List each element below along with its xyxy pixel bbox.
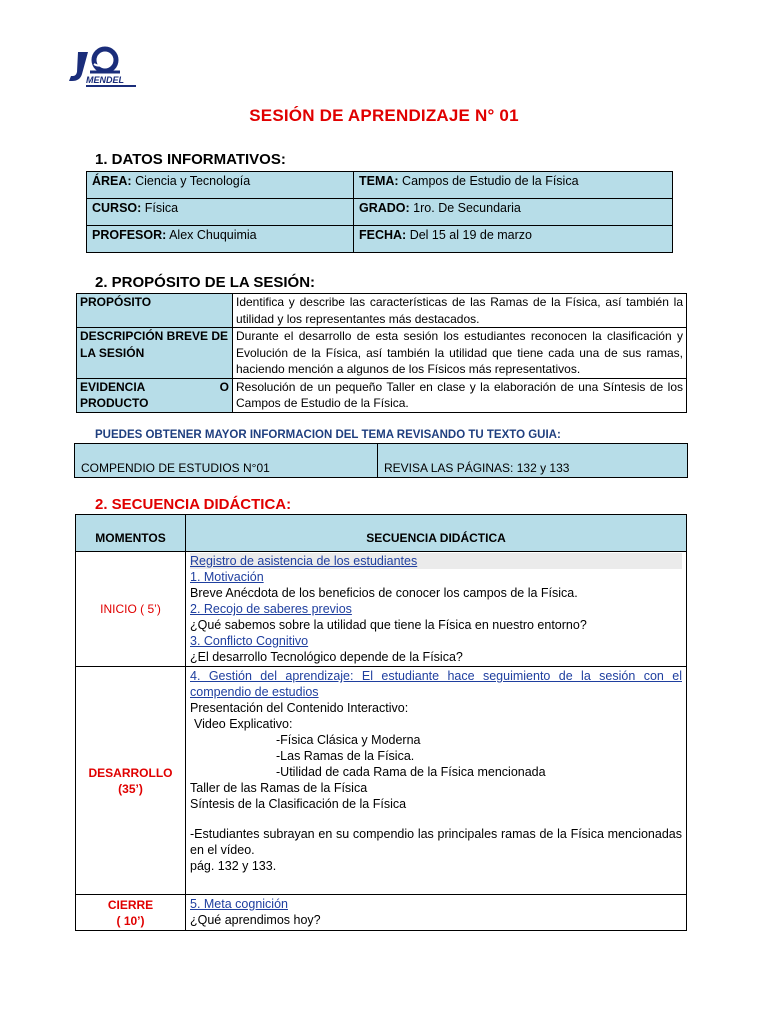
curso-cell: CURSO: Física — [87, 199, 354, 226]
table-row — [76, 895, 687, 931]
area-cell: ÁREA: Ciencia y Tecnología — [87, 172, 354, 199]
fecha-cell: FECHA: Del 15 al 19 de marzo — [354, 226, 673, 253]
registro-link[interactable]: Registro de asistencia de los estudiantes — [190, 553, 682, 569]
proposito-label: PROPÓSITO — [77, 294, 233, 328]
subrayan-text: -Estudiantes subrayan en su compendio las principales ramas de la Física mencionadas en el vídeo. — [190, 827, 682, 857]
momentos-header: MOMENTOS — [76, 515, 186, 552]
proposito-heading: 2. PROPÓSITO DE LA SESIÓN: — [95, 274, 316, 291]
conflicto-text: ¿El desarrollo Tecnológico depende de la Física? — [190, 650, 463, 664]
recojo-link[interactable]: 2. Recojo de saberes previos — [190, 602, 352, 616]
tema-cell: TEMA: Campos de Estudio de la Física — [354, 172, 673, 199]
meta-link[interactable]: 5. Meta cognición — [190, 897, 288, 911]
profesor-cell: PROFESOR: Alex Chuquimia — [87, 226, 354, 253]
cierre-momento: CIERRE ( 10’) — [76, 895, 186, 931]
texto-guia-heading: PUEDES OBTENER MAYOR INFORMACION DEL TEMA REVISANDO TU TEXTO GUIA: — [95, 429, 561, 441]
descripcion-label: DESCRIPCIÓN BREVE DE LA SESIÓN — [77, 328, 233, 379]
page-title: SESIÓN DE APRENDIZAJE N° 01 — [249, 106, 519, 125]
proposito-text: Identifica y describe las características de las Ramas de la Física, así también la utilidad y los representantes más destacados. — [233, 294, 687, 328]
pag-text: pág. 132 y 133. — [190, 859, 277, 873]
datos-heading: 1. DATOS INFORMATIVOS: — [95, 151, 286, 168]
recojo-text: ¿Qué sabemos sobre la utilidad que tiene la Física en nuestro entorno? — [190, 618, 587, 632]
meta-text: ¿Qué aprendimos hoy? — [190, 913, 321, 927]
table-row — [77, 378, 687, 412]
motivacion-text: Breve Anécdota de los beneficios de conocer los campos de la Física. — [190, 586, 578, 600]
list-item: -Las Ramas de la Física. — [276, 749, 415, 763]
motivacion-link[interactable]: 1. Motivación — [190, 570, 264, 584]
datos-table — [86, 171, 673, 253]
table-row — [76, 552, 687, 667]
evidencia-label: EVIDENCIA O PRODUCTO — [77, 378, 233, 412]
compendio-cell: COMPENDIO DE ESTUDIOS N°01 — [75, 444, 378, 478]
inicio-momento: INICIO ( 5’) — [76, 552, 186, 667]
sintesis-text: Síntesis de la Clasificación de la Física — [190, 797, 407, 811]
gestion-link[interactable]: 4. Gestión del aprendizaje: El estudiante hace seguimiento de la sesión con el compendio de estudios — [190, 669, 682, 699]
table-row — [76, 667, 687, 895]
presentacion-text: Presentación del Contenido Interactivo: — [190, 701, 409, 715]
desarrollo-momento: DESARROLLO (35’) — [76, 667, 186, 895]
descripcion-text: Durante el desarrollo de esta sesión los estudiantes reconocen la clasificación y Evolución de la Física, así también la utilidad que tiene cada una de sus ramas, haciendo mención a algunos de los Físicos más representativos. — [233, 328, 687, 379]
table-row — [77, 294, 687, 328]
grado-cell: GRADO: 1ro. De Secundaria — [354, 199, 673, 226]
secuencia-table — [75, 514, 687, 931]
evidencia-text: Resolución de un pequeño Taller en clase y la elaboración de una Síntesis de los Campos de Estudio de la Física. — [233, 378, 687, 412]
logo-text: MENDEL — [86, 75, 124, 85]
taller-text: Taller de las Ramas de la Física — [190, 781, 368, 795]
secuencia-heading: 2. SECUENCIA DIDÁCTICA: — [95, 496, 292, 513]
proposito-table — [76, 293, 687, 413]
desarrollo-content — [186, 667, 687, 895]
secuencia-header: SECUENCIA DIDÁCTICA — [186, 515, 687, 552]
mendel-logo — [68, 46, 140, 90]
conflicto-link[interactable]: 3. Conflicto Cognitivo — [190, 634, 309, 648]
compendio-table — [74, 443, 688, 478]
logo-mark — [68, 46, 140, 90]
table-row — [77, 328, 687, 379]
list-item: -Física Clásica y Moderna — [276, 733, 421, 747]
inicio-content — [186, 552, 687, 667]
video-text: Video Explicativo: — [194, 717, 293, 731]
list-item: -Utilidad de cada Rama de la Física mencionada — [276, 765, 546, 779]
paginas-cell: REVISA LAS PÁGINAS: 132 y 133 — [378, 444, 688, 478]
cierre-content — [186, 895, 687, 931]
